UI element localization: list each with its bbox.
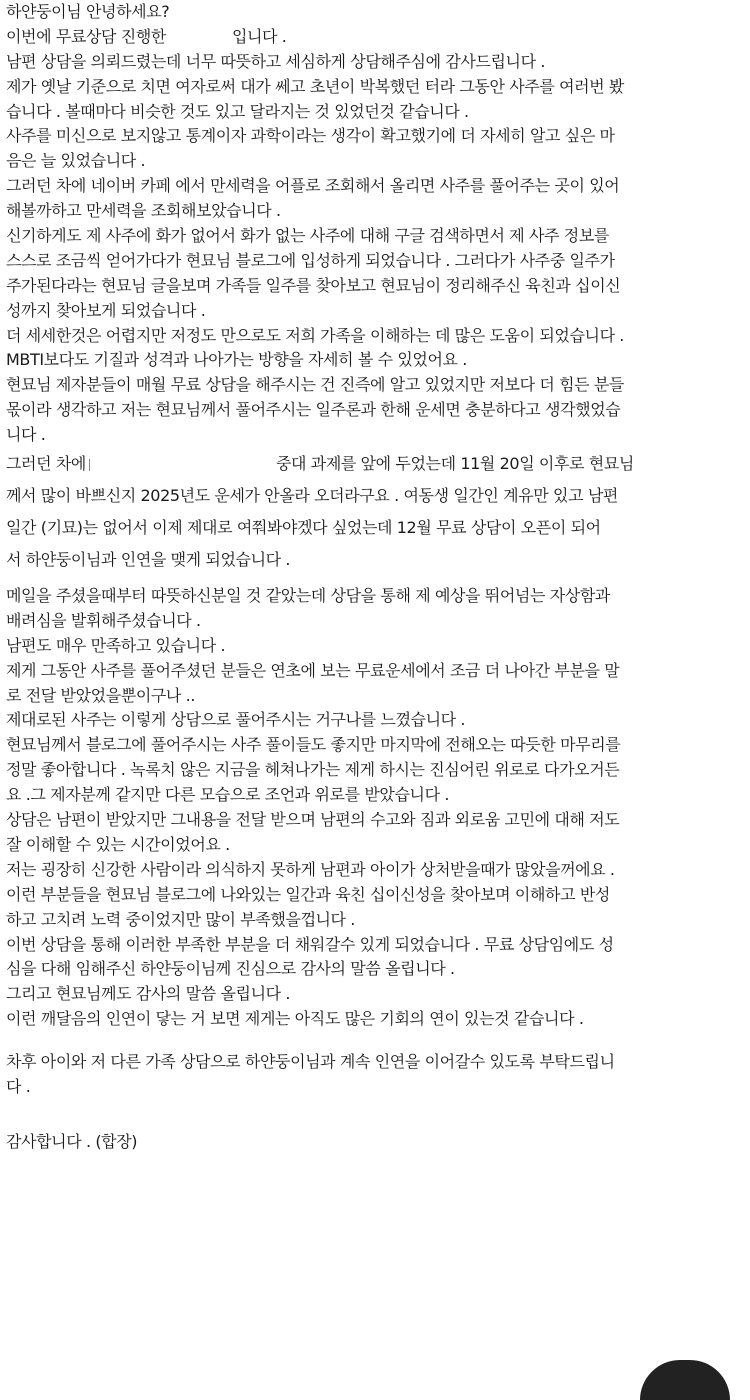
letter-line: 감사합니다 . (합장) <box>6 1131 138 1151</box>
blank-line <box>6 1100 746 1130</box>
letter-line: 니다 . <box>6 425 46 445</box>
letter-line: 현묘님 제자분들이 매월 무료 상담을 해주시는 건 진즉에 알고 있었지만 저보다 더 힘든 분들 <box>6 375 624 395</box>
letter-line: 제대로된 사주는 이렇게 상담으로 풀어주시는 거구나를 느꼈습니다 . <box>6 710 466 730</box>
letter-line: 그러던 차에 네이버 카페 에서 만세력을 어플로 조회해서 올리면 사주를 풀어주는 곳이 있어 <box>6 176 620 196</box>
letter-line: 스스로 조금씩 얻어가다가 현묘님 블로그에 입성하게 되었습니다 . 그러다가 사주중 일주가 <box>6 250 615 270</box>
letter-line: 정말 좋아합니다 . 녹록치 않은 지금을 헤쳐나가는 제게 하시는 진심어린 위로로 다가오거든 <box>6 760 620 780</box>
letter-line: 상담은 남편이 받았지만 그내용을 전달 받으며 남편의 수고와 짐과 외로움 고민에 대해 저도 <box>6 810 620 830</box>
letter-line: MBTI보다도 기질과 성격과 나아가는 방향을 자세히 볼 수 있었어요 . <box>6 350 467 370</box>
letter-line: 일간 (기묘)는 없어서 이제 제대로 여쭤봐야겠다 싶었는데 12월 무료 상담이 오픈이 되어 <box>6 518 601 538</box>
letter-line: 서 하얀둥이님과 인연을 맺게 되었습니다 . <box>6 550 291 570</box>
letter-line: 남편 상담을 의뢰드렸는데 너무 따뜻하고 세심하게 상담해주심에 감사드립니다 . <box>6 51 546 71</box>
letter-line: 그리고 현묘님께도 감사의 말씀 올립니다 . <box>6 984 291 1004</box>
redaction-mark <box>89 459 90 471</box>
letter-line: 로 전달 받았었을뿐이구나 .. <box>6 685 196 705</box>
letter-line: 요 .그 제자분께 같지만 다른 모습으로 조언과 위로를 받았습니다 . <box>6 785 450 805</box>
letter-line: 께서 많이 바쁘신지 2025년도 운세가 안올라 오더라구요 . 여동생 일간인 계유만 있고 남편 <box>6 486 618 506</box>
letter-line: 남편도 매우 만족하고 있습니다 . <box>6 635 226 655</box>
letter-line: 습니다 . 볼때마다 비슷한 것도 있고 달라지는 것 있었던것 같습니다 . <box>6 101 469 121</box>
letter-line: 메일을 주셨을때부터 따뜻하신분일 것 같았는데 상담을 통해 제 예상을 뛰어넘는 자상함과 <box>6 586 610 606</box>
letter-line: 해볼까하고 만세력을 조회해보았습니다 . <box>6 201 281 221</box>
letter-line: 하얀둥이님 안녕하세요? <box>6 2 170 21</box>
letter-line: 제게 그동안 사주를 풀어주셨던 분들은 연초에 보는 무료운세에서 조금 더 나아간 부분을 말 <box>6 660 620 680</box>
letter-body <box>6 0 746 1155</box>
letter-line: 이런 부분들을 현묘님 블로그에 나와있는 일간과 육친 십이신성을 찾아보며 이해하고 반성 <box>6 884 610 904</box>
letter-line: 배려심을 발휘해주셨습니다 . <box>6 610 201 630</box>
letter-line: 현묘님께서 블로그에 풀어주시는 사주 풀이들도 좋지만 마지막에 전해오는 따듯한 마무리를 <box>6 735 621 755</box>
letter-line: 다 . <box>6 1076 31 1096</box>
letter-line: 성까지 찾아보게 되었습니다 . <box>6 300 206 320</box>
letter-line: 심을 다해 임해주신 하얀둥이님께 진심으로 감사의 말씀 올립니다 . <box>6 959 455 979</box>
letter-line: 이런 깨달음의 인연이 닿는 거 보면 제게는 아직도 많은 기회의 연이 있는것 같습니다 . <box>6 1009 584 1029</box>
letter-line: 제가 옛날 기준으로 치면 여자로써 대가 쎄고 초년이 박복했던 터라 그동안 사주를 여러번 봤 <box>6 76 624 96</box>
letter-line: 저는 굉장히 신강한 사람이라 의식하지 못하게 남편과 아이가 상처받을때가 많았을꺼에요 . <box>6 859 615 879</box>
blank-line <box>6 1032 746 1050</box>
letter-line: 그러던 차에 중대 과제를 앞에 두었는데 11월 20일 이후로 현묘님 <box>6 454 634 474</box>
letter-line: 이번에 무료상담 진행한 입니다 . <box>6 26 287 46</box>
letter-line: 더 세세한것은 어렵지만 저정도 만으로도 저희 가족을 이해하는 데 많은 도움이 되었습니다 . <box>6 325 624 345</box>
letter-line: 몫이라 생각하고 저는 현묘님께서 풀어주시는 일주론과 한해 운세면 충분하다고 생각했었습 <box>6 400 621 420</box>
letter-line: 음은 늘 있었습니다 . <box>6 151 146 171</box>
letter-line: 사주를 미신으로 보지않고 통계이자 과학이라는 생각이 확고했기에 더 자세히 알고 싶은 마 <box>6 126 615 146</box>
letter-line: 신기하게도 제 사주에 화가 없어서 화가 없는 사주에 대해 구글 검색하면서 제 사주 정보를 <box>6 226 609 246</box>
avatar <box>640 1360 730 1400</box>
letter-line: 잘 이해할 수 있는 시간이었어요 . <box>6 834 230 854</box>
letter-line: 이번 상담을 통해 이러한 부족한 부분을 더 채워갈수 있게 되었습니다 . 무료 상담임에도 성 <box>6 934 614 954</box>
letter-line: 하고 고치려 노력 중이었지만 많이 부족했을껍니다 . <box>6 909 355 929</box>
letter-line: 주가된다라는 현묘님 글을보며 가족들 일주를 찾아보고 현묘님이 정리해주신 육친과 십이신 <box>6 275 621 295</box>
letter-line: 차후 아이와 저 다른 가족 상담으로 하얀둥이님과 계속 인연을 이어갈수 있도록 부탁드립니 <box>6 1052 615 1072</box>
